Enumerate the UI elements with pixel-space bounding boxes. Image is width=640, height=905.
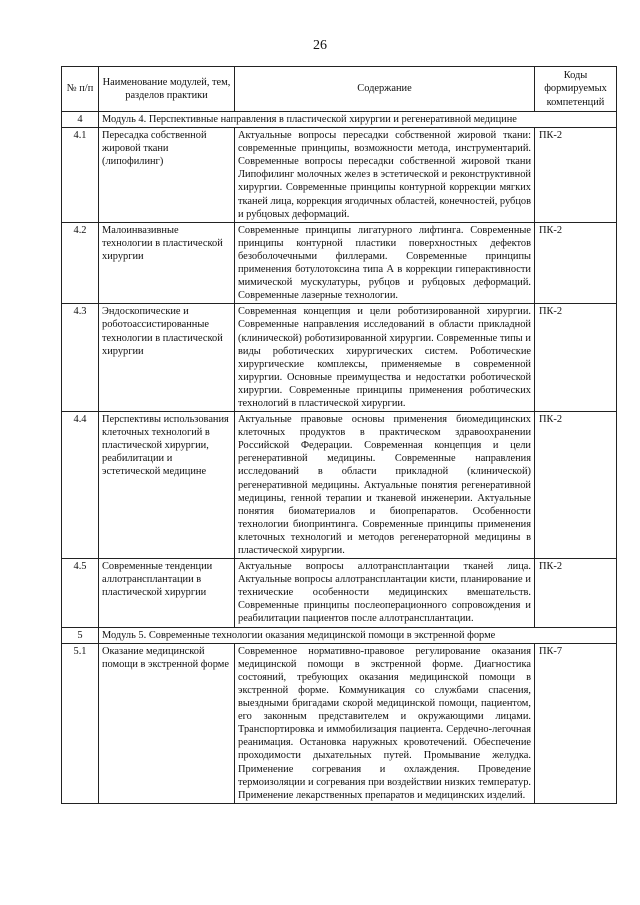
competency-code: ПК-2 xyxy=(535,128,617,223)
topic-name: Малоинвазивные технологии в пластической хирургии xyxy=(99,222,235,304)
topic-row xyxy=(62,222,617,304)
topic-content: Современные принципы лигатурного лифтинга. Современные принципы контурной пластики поверхностных дефектов безоболочечными филлерами. Современные принципы применения ботулотоксина типа А в коррекции гиперактивности мимической мускулатуры, рубцов и рубцовых деформаций. Современные лазерные технологии. xyxy=(235,222,535,304)
topic-name: Оказание медицинской помощи в экстренной форме xyxy=(99,643,235,803)
topic-row xyxy=(62,128,617,223)
topic-content: Актуальные вопросы пересадки собственной жировой ткани: современные принципы, возможности метода, инструментарий. Современные вопросы пересадки собственной жировой ткани Липофилинг молочных желез в эстетической и реконструктивной хирургии. Современные принципы контурной коррекции мягких тканей лица, коррекция ягодичных областей, конечностей, рубцов и рубцовых деформаций. xyxy=(235,128,535,223)
topic-name: Современные тенденции аллотрансплантации в пластической хирургии xyxy=(99,559,235,627)
topic-row xyxy=(62,559,617,627)
topic-number: 5.1 xyxy=(62,643,99,803)
topic-number: 4.3 xyxy=(62,304,99,412)
module-row xyxy=(62,627,617,643)
header-name: Наименование модулей, тем, разделов практики xyxy=(99,67,235,112)
table-header-row xyxy=(62,67,617,112)
competency-code: ПК-7 xyxy=(535,643,617,803)
competency-code: ПК-2 xyxy=(535,222,617,304)
topic-number: 4.4 xyxy=(62,412,99,559)
header-content: Содержание xyxy=(235,67,535,112)
topic-name: Эндоскопические и роботоассистированные технологии в пластической хирургии xyxy=(99,304,235,412)
module-number: 4 xyxy=(62,112,99,128)
page-number: 26 xyxy=(313,38,327,53)
table-body xyxy=(62,112,617,804)
topic-number: 4.5 xyxy=(62,559,99,627)
topic-row xyxy=(62,412,617,559)
topic-content: Современное нормативно-правовое регулирование оказания медицинской помощи в экстренной форме. Диагностика состояний, требующих оказания медицинской помощи в экстренной форме. Коммуникация со службами спасения, выездными бригадами скорой медицинской помощи, пациентом, его законным представителем и окружающими лицами. Транспортировка и иммобилизация пациента. Сердечно-легочная реанимация. Остановка наружных кровотечений. Обеспечение проходимости дыхательных путей. Промывание желудка. Применение согревания и охлаждения. Проведение термоизоляции и согревания при воздействии низких температур. Применение лекарственных препаратов и медицинских изделий. xyxy=(235,643,535,803)
topic-number: 4.2 xyxy=(62,222,99,304)
competency-code: ПК-2 xyxy=(535,559,617,627)
competency-code: ПК-2 xyxy=(535,412,617,559)
module-row xyxy=(62,112,617,128)
header-num: № п/п xyxy=(62,67,99,112)
module-title: Модуль 4. Перспективные направления в пластической хирургии и регенеративной медицине xyxy=(99,112,617,128)
module-title: Модуль 5. Современные технологии оказания медицинской помощи в экстренной форме xyxy=(99,627,617,643)
topic-content: Современная концепция и цели роботизированной хирургии. Современные направления исследований в области прикладной (клинической) роботизированной хирургии. Современные типы и виды роботических хирургических систем. Роботические хирургические комплексы, применяемые в современной хирургии. Основные преимущества и недостатки роботической хирургии. Современные принципы применения роботических технологий в пластической хирургии. xyxy=(235,304,535,412)
header-codes: Коды формируемых компетенций xyxy=(535,67,617,112)
curriculum-table xyxy=(61,66,617,804)
topic-content: Актуальные вопросы аллотрансплантации тканей лица. Актуальные вопросы аллотрансплантации кисти, планирование и технические особенности медицинских вмешательств. Современные принципы послеоперационного сопровождения и реабилитации пациентов после аллотрансплантации. xyxy=(235,559,535,627)
topic-name: Перспективы использования клеточных технологий в пластической хирургии, реабилитации и эстетической медицине xyxy=(99,412,235,559)
topic-number: 4.1 xyxy=(62,128,99,223)
topic-row xyxy=(62,304,617,412)
topic-name: Пересадка собственной жировой ткани (липофилинг) xyxy=(99,128,235,223)
topic-row xyxy=(62,643,617,803)
module-number: 5 xyxy=(62,627,99,643)
competency-code: ПК-2 xyxy=(535,304,617,412)
topic-content: Актуальные правовые основы применения биомедицинских клеточных продуктов в практическом здравоохранении Российской Федерации. Современная концепция и цели регенеративной медицины. Современные направления исследований в области прикладной (клинической) регенеративной медицины. Актуальные понятия регенеративной медицины, генной терапии и тканевой инженерии. Актуальные понятия биоматериалов и биопрепаратов. Особенности технологии биопринтинга. Современные принципы применения клеточных технологий и методов регенераторной медицины в пластической хирургии. xyxy=(235,412,535,559)
